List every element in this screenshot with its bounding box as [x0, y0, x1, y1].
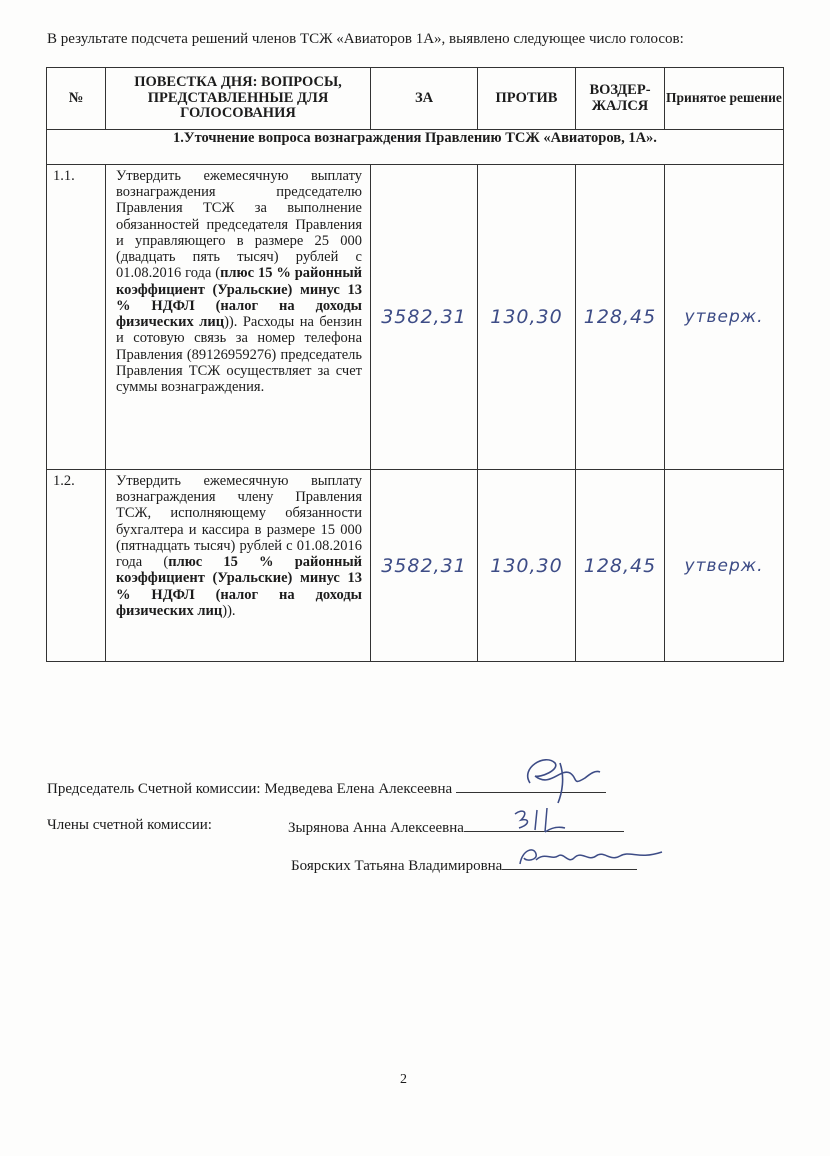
header-num: № — [47, 68, 106, 130]
votes-for: 3582,31 — [371, 165, 478, 470]
votes-for: 3582,31 — [371, 470, 478, 662]
voting-results-table — [46, 67, 784, 662]
member2-name: Боярских Татьяна Владимировна — [291, 858, 503, 874]
section-row — [47, 130, 784, 165]
section-title: 1.Уточнение вопроса вознаграждения Правлению ТСЖ «Авиаторов, 1А». — [47, 130, 784, 165]
votes-against: 130,30 — [478, 165, 576, 470]
row-number: 1.2. — [47, 470, 106, 662]
row-number: 1.1. — [47, 165, 106, 470]
members-label: Члены счетной комиссии: — [47, 817, 212, 833]
member2-signature-icon — [512, 838, 672, 874]
row-text: Утвердить ежемесячную выплату вознаграждения члену Правления ТСЖ, исполняющему обязанности бухгалтера и кассира в размере 15 000 (пятнадцать тысяч) рублей с 01.08.2016 года (плюс 15 % районный коэффициент (Уральские) минус 13 % НДФЛ (налог на доходы физических лиц)). — [106, 470, 371, 662]
header-for: ЗА — [371, 68, 478, 130]
votes-abstained: 128,45 — [576, 470, 665, 662]
member1-signature-icon — [505, 802, 575, 836]
header-abstained: ВОЗДЕР-ЖАЛСЯ — [576, 68, 665, 130]
decision: утверж. — [665, 470, 784, 662]
decision: утверж. — [665, 165, 784, 470]
page-number: 2 — [400, 1072, 407, 1087]
header-against: ПРОТИВ — [478, 68, 576, 130]
table-header-row — [47, 68, 784, 130]
header-decision: Принятое решение — [665, 68, 784, 130]
votes-abstained: 128,45 — [576, 165, 665, 470]
chair-signature-icon — [500, 748, 610, 808]
table-row — [47, 165, 784, 470]
votes-against: 130,30 — [478, 470, 576, 662]
row-text: Утвердить ежемесячную выплату вознаграждения председателю Правления ТСЖ за выполнение обязанностей председателя Правления и управляющего в размере 25 000 (двадцать пять тысяч) рублей с 01.08.2016 года (плюс 15 % районный коэффициент (Уральские) минус 13 % НДФЛ (налог на доходы физических лиц)). Расходы на бензин и сотовую связь за номер телефона Правления (89126959276) председатель Правления ТСЖ осуществляет за счет суммы вознаграждения. — [106, 165, 371, 470]
table-row — [47, 470, 784, 662]
chair-label: Председатель Счетной комиссии: Медведева Елена Алексеевна — [47, 781, 453, 797]
member1-name: Зырянова Анна Алексеевна — [288, 820, 464, 836]
header-agenda: ПОВЕСТКА ДНЯ: ВОПРОСЫ, ПРЕДСТАВЛЕННЫЕ ДЛЯ ГОЛОСОВАНИЯ — [106, 68, 371, 130]
intro-text: В результате подсчета решений членов ТСЖ «Авиаторов 1А», выявлено следующее число голосов: — [47, 31, 684, 47]
